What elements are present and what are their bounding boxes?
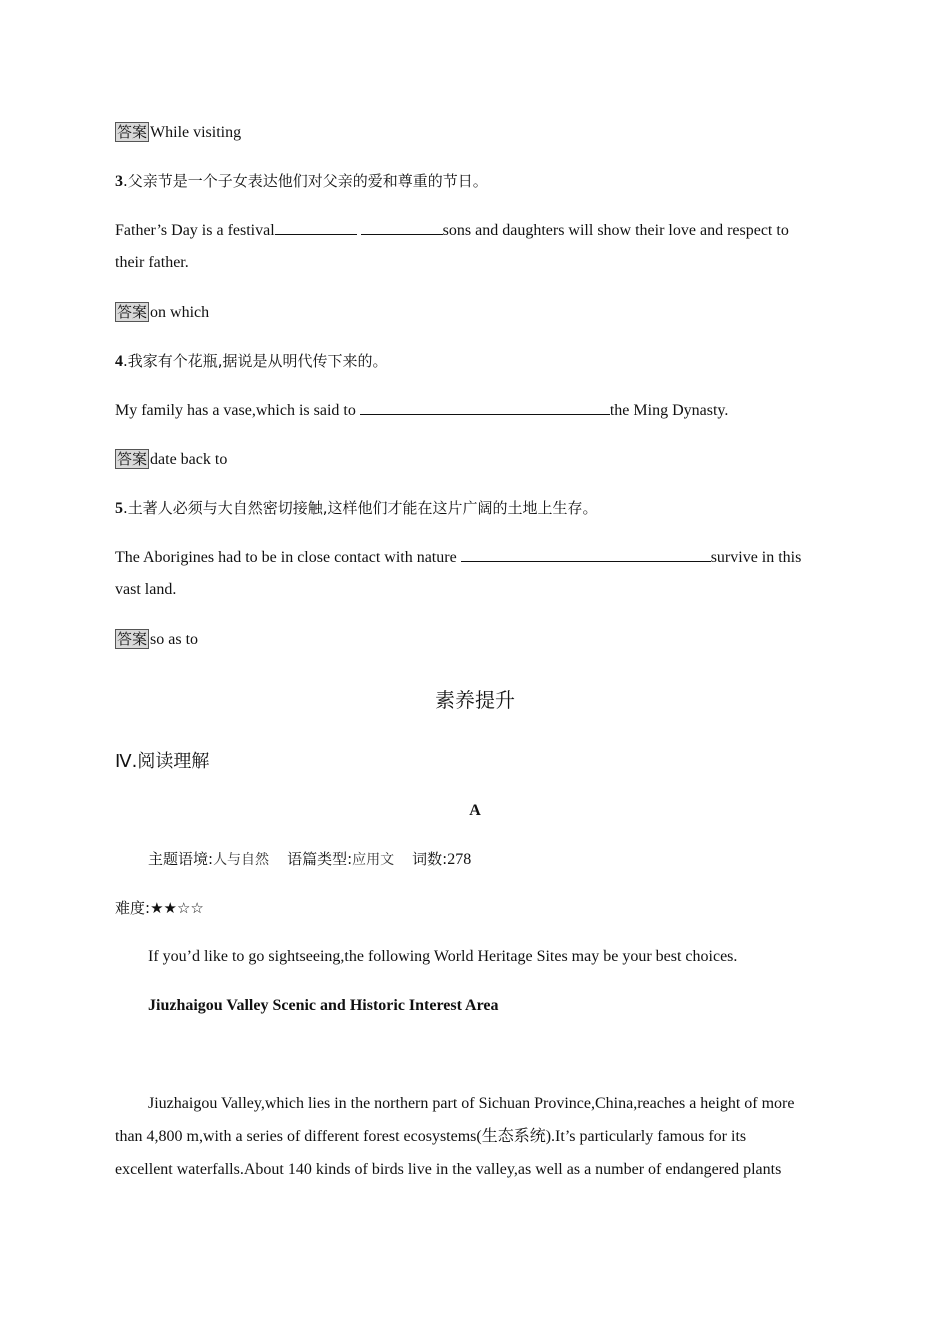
question-4-english [115, 400, 728, 421]
site-heading: Jiuzhaigou Valley Scenic and Historic Interest Area [148, 997, 499, 1014]
answer-row-4 [115, 449, 227, 470]
answer-label: 答案 [117, 450, 148, 468]
question-4-prompt [115, 351, 388, 372]
question-5-english-cont: vast land. [115, 581, 177, 598]
fill-blank[interactable] [461, 547, 711, 562]
passage-intro: If you’d like to go sightseeing,the following World Heritage Sites may be your best choices. [148, 948, 738, 965]
question-3-english-cont: their father. [115, 254, 189, 271]
question-3-english [115, 220, 789, 241]
question-chinese: .土著人必须与大自然密切接触,这样他们才能在这片广阔的土地上生存。 [123, 499, 598, 517]
sentence-part: sons and daughters will show their love and respect to [442, 222, 789, 239]
word-count-key: 词数: [412, 850, 448, 868]
question-number: 3 [115, 173, 123, 190]
answer-row-2 [115, 122, 241, 143]
question-number: 4 [115, 353, 123, 370]
passage-label: A [469, 802, 481, 819]
difficulty-key: 难度: [115, 899, 151, 917]
difficulty-row [115, 898, 204, 919]
sentence-part: My family has a vase,which is said to [115, 402, 360, 419]
genre-value: 应用文 [352, 852, 395, 868]
answer-text: While visiting [150, 124, 242, 141]
paragraph-line-1: Jiuzhaigou Valley,which lies in the northern part of Sichuan Province,China,reaches a height of more [148, 1095, 795, 1112]
sentence-part: the Ming Dynasty. [609, 402, 729, 419]
theme-value: 人与自然 [213, 852, 270, 868]
difficulty-stars: ★★☆☆ [150, 899, 204, 917]
answer-row-3 [115, 302, 209, 323]
answer-label: 答案 [117, 303, 148, 321]
question-chinese: .我家有个花瓶,据说是从明代传下来的。 [123, 352, 388, 370]
genre-key: 语篇类型: [287, 850, 353, 868]
question-chinese: .父亲节是一个子女表达他们对父亲的爱和尊重的节日。 [123, 172, 488, 190]
answer-row-5 [115, 629, 198, 650]
paragraph-line-2: than 4,800 m,with a series of different forest ecosystems(生态系统).It’s particularly famous for its [115, 1128, 747, 1145]
answer-label: 答案 [117, 630, 148, 648]
section-title: 素养提升 [435, 688, 515, 712]
paragraph-line-3: excellent waterfalls.About 140 kinds of birds live in the valley,as well as a number of endangered plants [115, 1161, 782, 1178]
question-5-english [115, 547, 801, 568]
question-number: 5 [115, 500, 123, 517]
fill-blank[interactable] [361, 220, 443, 235]
sentence-part: survive in this [710, 549, 802, 566]
answer-label: 答案 [117, 123, 148, 141]
question-3-prompt [115, 171, 488, 192]
answer-text: so as to [150, 631, 199, 648]
sentence-part: Father’s Day is a festival [115, 222, 275, 239]
part-title: Ⅳ.阅读理解 [115, 751, 210, 772]
fill-blank[interactable] [275, 220, 357, 235]
passage-meta [148, 849, 471, 870]
fill-blank[interactable] [360, 400, 610, 415]
question-5-prompt [115, 498, 598, 519]
answer-text: on which [150, 304, 210, 321]
answer-text: date back to [150, 451, 228, 468]
theme-key: 主题语境: [148, 850, 214, 868]
sentence-part: The Aborigines had to be in close contact with nature [115, 549, 461, 566]
word-count-value: 278 [447, 851, 472, 868]
